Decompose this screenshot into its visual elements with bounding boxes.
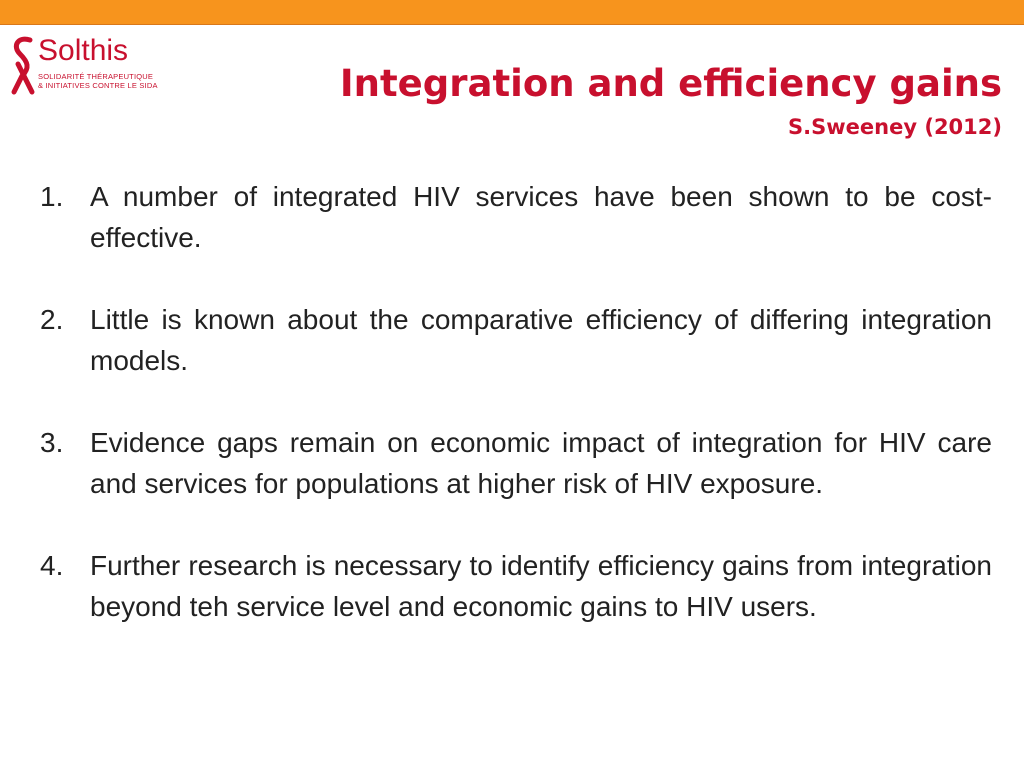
slide-title: Integration and efficiency gains <box>339 62 1002 105</box>
logo-name: Solthis <box>38 34 129 67</box>
list-item-text: Evidence gaps remain on economic impact of integration for HIV care and services for populations at higher risk of HIV exposure. <box>90 427 992 499</box>
logo-tagline-2: & INITIATIVES CONTRE LE SIDA <box>38 81 158 90</box>
logo-tagline-1: SOLIDARITÉ THÉRAPEUTIQUE <box>38 72 154 81</box>
solthis-logo <box>8 34 158 98</box>
header-accent-bar <box>0 0 1024 25</box>
list-item-number: 2. <box>40 304 64 335</box>
list-item-text: Little is known about the comparative efficiency of differing integration models. <box>90 304 992 376</box>
list-item-text: Further research is necessary to identify efficiency gains from integration beyond teh service level and economic gains to HIV users. <box>90 550 992 622</box>
slide-subtitle: S.Sweeney (2012) <box>788 115 1002 139</box>
list-item-text: A number of integrated HIV services have been shown to be cost-effective. <box>90 181 992 253</box>
list-item-number: 1. <box>40 181 64 212</box>
list-item <box>40 176 992 258</box>
ribbon-icon <box>8 34 38 96</box>
list-item <box>40 545 992 627</box>
list-item-number: 4. <box>40 550 64 581</box>
list-item <box>40 299 992 381</box>
key-points-list <box>40 176 992 668</box>
list-item <box>40 422 992 504</box>
list-item-number: 3. <box>40 427 64 458</box>
